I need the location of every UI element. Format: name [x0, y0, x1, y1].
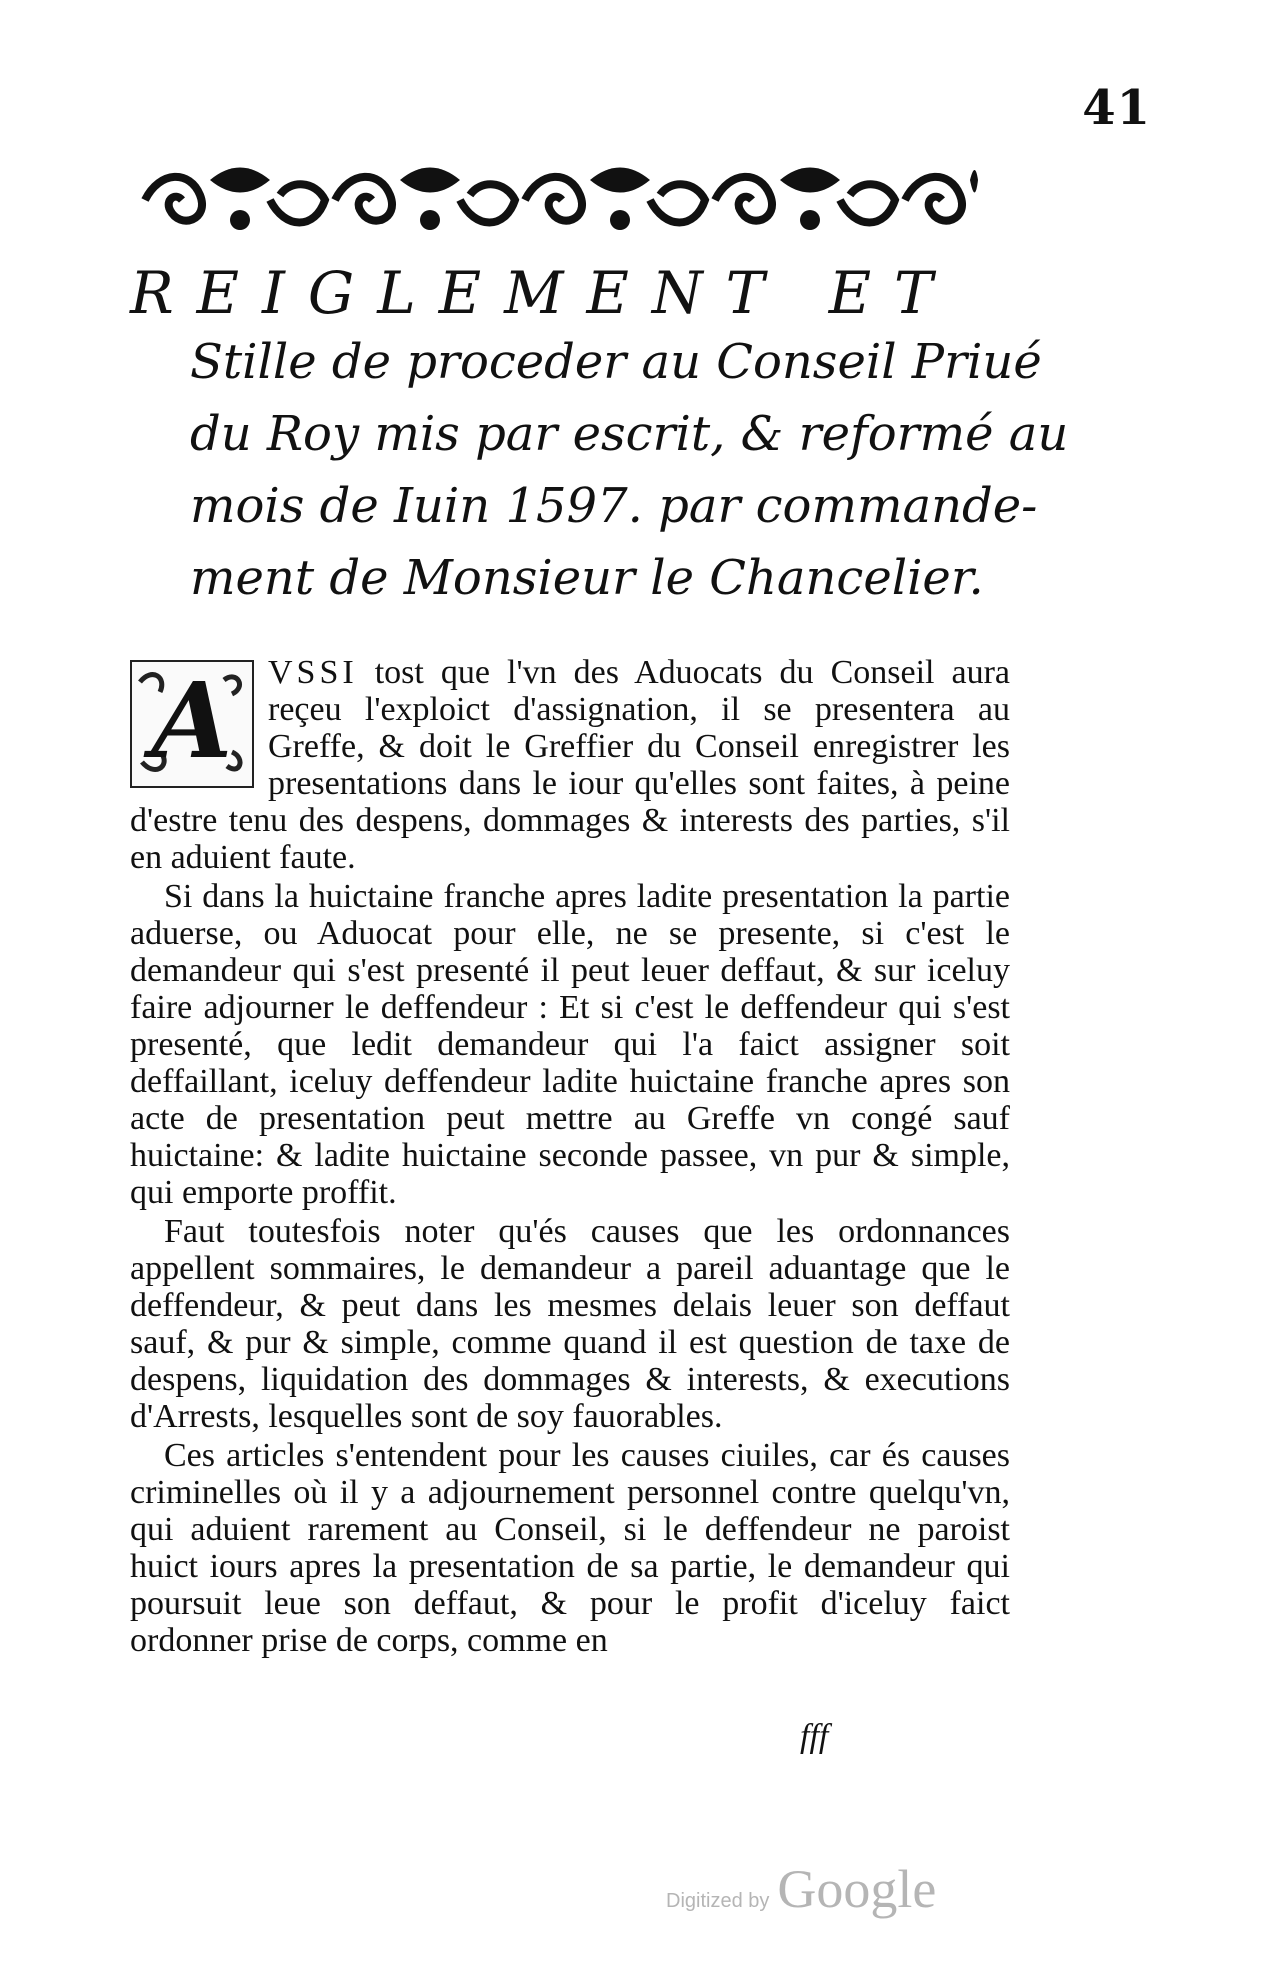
- watermark-prefix: Digitized by: [666, 1890, 770, 1912]
- watermark-brand: Google: [777, 1859, 937, 1919]
- decorated-initial-icon: [130, 660, 254, 788]
- body-text: [130, 654, 1010, 1661]
- title-line: mois de Iuin 1597. par commande-: [190, 478, 1038, 534]
- paragraph-text: tost que l'vn des Aduocats du Conseil aura reçeu l'exploict d'assignation, il se presentera au Greffe, & doit le Greffier du Conseil enregistrer les presentations dans le iour qu'elles sont faites, à peine d'estre tenu des despens, dommages & interests des parties, s'il en aduient faute.: [130, 654, 1010, 876]
- title-block: [130, 259, 1069, 614]
- opening-word: VSSI: [268, 654, 358, 691]
- title-line: du Roy mis par escrit, & reformé au: [190, 406, 1069, 462]
- watermark: [666, 1858, 936, 1920]
- title-line: ment de Monsieur le Chancelier.: [190, 550, 984, 606]
- title-subtitle: [130, 326, 1069, 614]
- paragraph: Ces articles s'entendent pour les causes ciuiles, car és causes criminelles où il y a adjournement personnel contre quelqu'vn, qui aduient rarement au Conseil, si le deffendeur ne paroist huict iours apres la presentation de sa partie, le demandeur qui poursuit leue son deffaut, & pour le profit d'iceluy faict ordonner prise de corps, comme en: [130, 1437, 1010, 1659]
- ornament-band-icon: [140, 150, 980, 250]
- paragraph: [130, 654, 1010, 876]
- signature-mark: fff: [800, 1718, 829, 1755]
- title-line: Stille de proceder au Conseil Priué: [190, 334, 1042, 390]
- drop-cap-letter: A: [151, 659, 233, 782]
- page-number: 41: [1082, 80, 1151, 136]
- title-heading: REIGLEMENT ET: [130, 259, 956, 327]
- paragraph: Si dans la huictaine franche apres ladite presentation la partie aduerse, ou Aduocat pour elle, ne se presente, si c'est le demandeur qui s'est presenté il peut leuer deffaut, & sur iceluy faire adjourner le deffendeur : Et si c'est le deffendeur qui s'est presenté, que ledit demandeur qui l'a faict assigner soit deffaillant, iceluy deffendeur ladite huictaine franche apres son acte de presentation peut mettre au Greffe vn congé sauf huictaine: & ladite huictaine seconde passee, vn pur & simple, qui emporte proffit.: [130, 878, 1010, 1211]
- paragraph: Faut toutesfois noter qu'és causes que les ordonnances appellent sommaires, le demandeur a pareil aduantage que le deffendeur, & peut dans les mesmes delais leuer son deffaut sauf, & pur & simple, comme quand il est question de taxe de despens, liquidation des dommages & interests, & executions d'Arrests, lesquelles sont de soy fauorables.: [130, 1213, 1010, 1435]
